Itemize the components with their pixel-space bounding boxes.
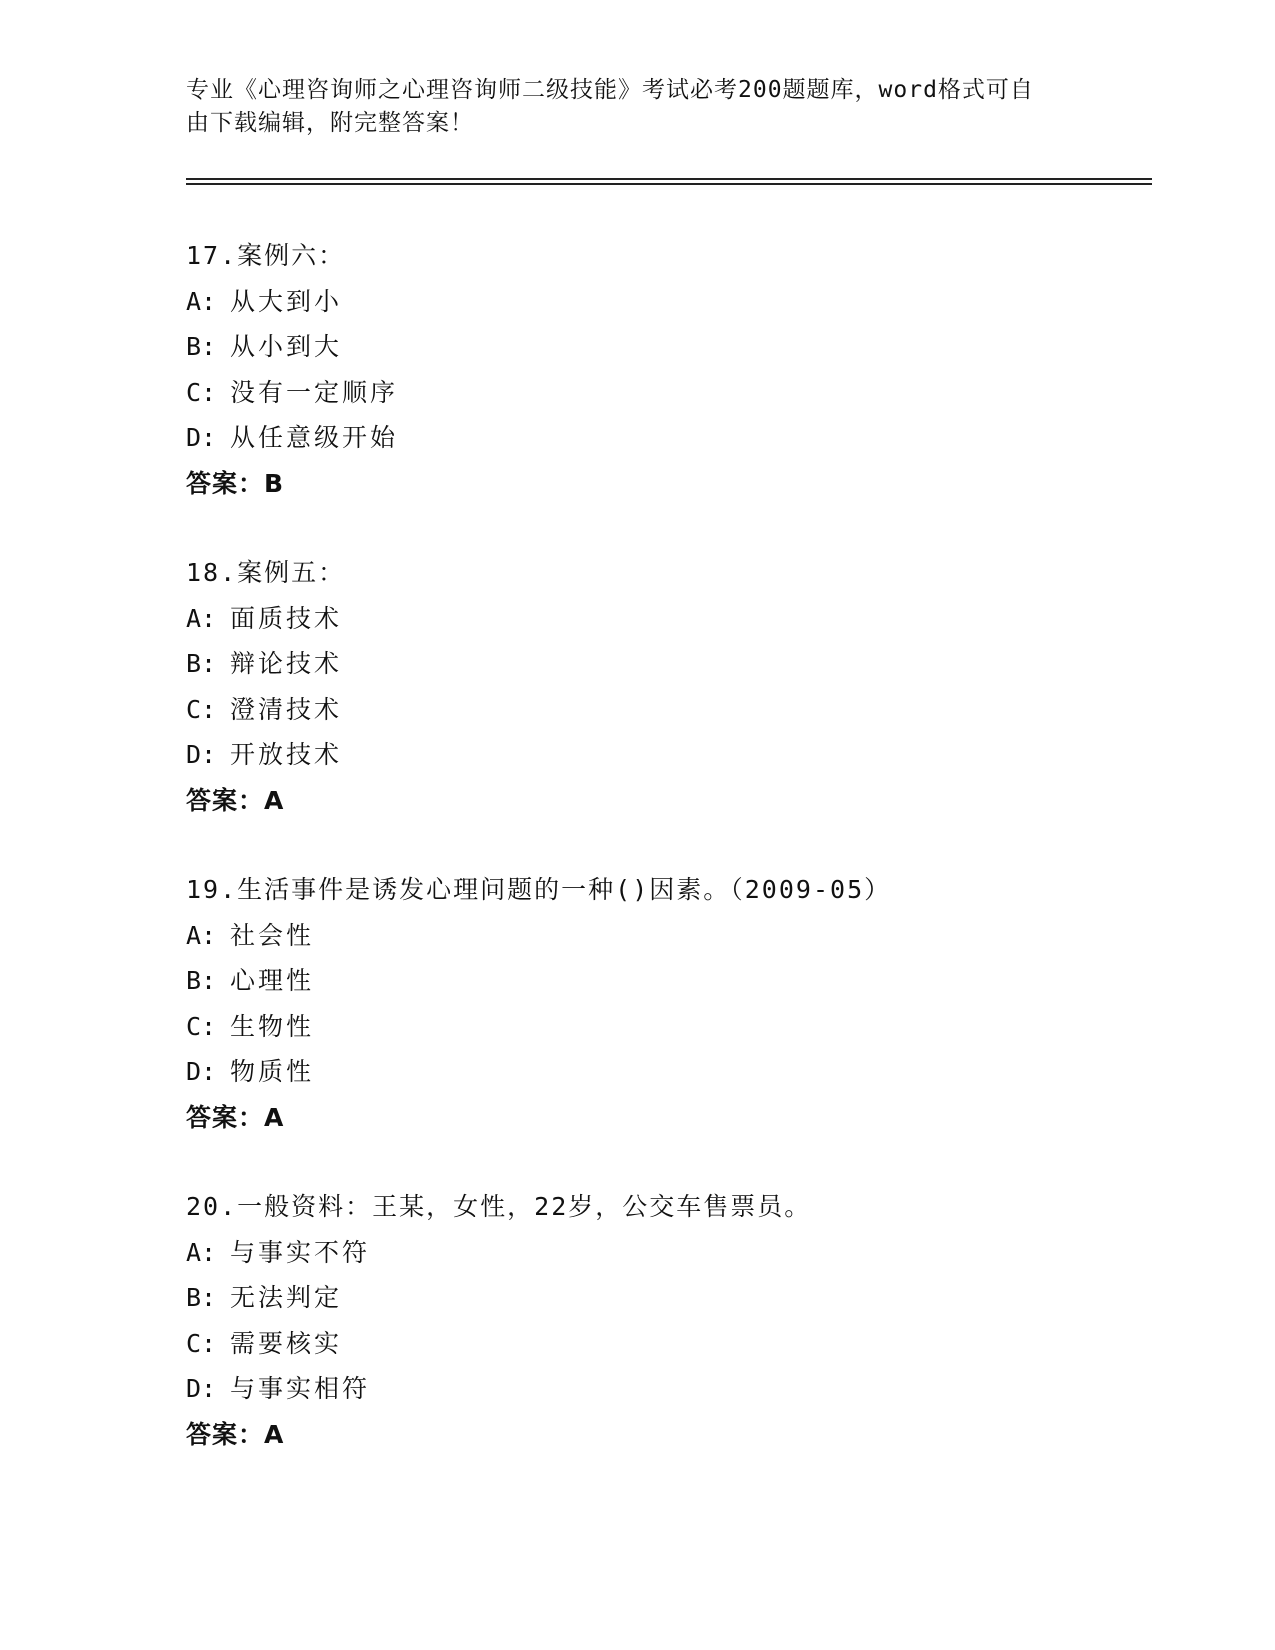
option-a — [186, 596, 1146, 642]
option-text: 开放技术 — [230, 740, 343, 769]
option-text: 需要核实 — [230, 1328, 343, 1358]
option-a — [186, 1230, 1146, 1276]
option-letter: C: — [186, 694, 217, 724]
question-18 — [186, 550, 1146, 823]
question-title: 18.案例五： — [186, 558, 346, 587]
option-a — [186, 279, 1146, 325]
option-text: 面质技术 — [230, 603, 343, 633]
option-text: 从任意级开始 — [230, 423, 399, 452]
question-20 — [186, 1184, 1146, 1457]
option-text: 物质性 — [230, 1057, 315, 1086]
option-letter: B: — [186, 332, 217, 361]
option-text: 社会性 — [230, 920, 315, 950]
header-line-2: 由下载编辑，附完整答案！ — [186, 110, 474, 136]
option-letter: C: — [186, 377, 217, 407]
option-text: 从小到大 — [230, 332, 343, 361]
option-a — [186, 913, 1146, 959]
answer-line: 答案：B — [186, 468, 285, 498]
option-letter: B: — [186, 966, 217, 995]
header-line-1: 专业《心理咨询师之心理咨询师二级技能》考试必考200题题库，word格式可自 — [186, 77, 1034, 103]
header-divider-top — [186, 178, 1152, 180]
option-text: 没有一定顺序 — [230, 377, 399, 407]
option-letter: C: — [186, 1328, 217, 1358]
question-title: 17.案例六： — [186, 241, 346, 270]
option-letter: D: — [186, 423, 217, 452]
option-b — [186, 324, 1146, 370]
document-header — [186, 74, 1066, 140]
option-letter: C: — [186, 1011, 217, 1041]
option-d — [186, 732, 1146, 778]
answer-line: 答案：A — [186, 1419, 285, 1449]
option-b — [186, 1275, 1146, 1321]
option-text: 与事实不符 — [230, 1237, 371, 1267]
option-text: 无法判定 — [230, 1283, 343, 1312]
option-text: 与事实相符 — [230, 1374, 371, 1403]
option-letter: D: — [186, 1374, 217, 1403]
option-b — [186, 641, 1146, 687]
option-letter: A: — [186, 920, 217, 950]
option-text: 生物性 — [230, 1011, 315, 1041]
option-d — [186, 1049, 1146, 1095]
answer-line: 答案：A — [186, 785, 285, 815]
option-c — [186, 1004, 1146, 1050]
question-19 — [186, 867, 1146, 1140]
option-text: 澄清技术 — [230, 694, 343, 724]
option-letter: B: — [186, 649, 217, 678]
option-c — [186, 1321, 1146, 1367]
answer-line: 答案：A — [186, 1102, 285, 1132]
question-title: 19.生活事件是诱发心理问题的一种()因素。（2009-05） — [186, 875, 892, 904]
option-d — [186, 415, 1146, 461]
option-letter: A: — [186, 286, 217, 316]
option-letter: A: — [186, 1237, 217, 1267]
option-text: 从大到小 — [230, 286, 343, 316]
option-c — [186, 687, 1146, 733]
option-text: 心理性 — [230, 966, 315, 995]
option-d — [186, 1366, 1146, 1412]
option-text: 辩论技术 — [230, 649, 343, 678]
option-letter: B: — [186, 1283, 217, 1312]
option-letter: D: — [186, 1057, 217, 1086]
question-17 — [186, 233, 1146, 506]
option-b — [186, 958, 1146, 1004]
question-title: 20.一般资料：王某，女性，22岁，公交车售票员。 — [186, 1192, 812, 1221]
option-letter: A: — [186, 603, 217, 633]
header-divider-bottom — [186, 183, 1152, 185]
option-letter: D: — [186, 740, 217, 769]
option-c — [186, 370, 1146, 416]
